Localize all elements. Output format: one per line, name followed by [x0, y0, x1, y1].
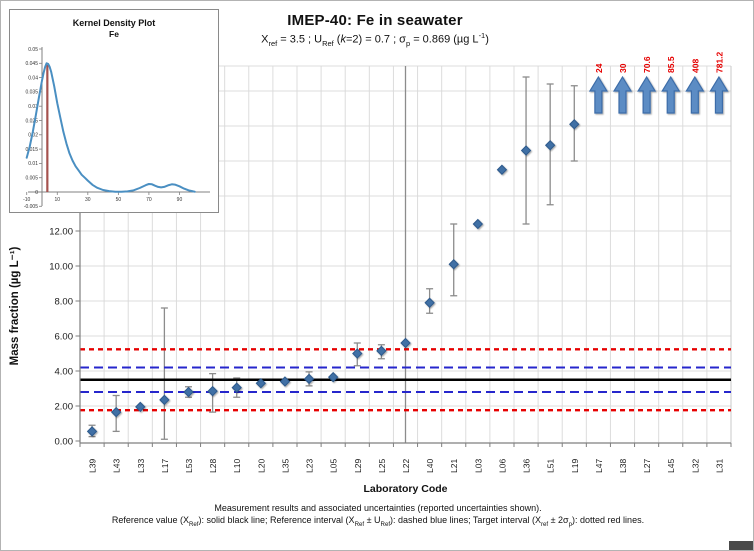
inset-x-tick-label: 70 [146, 197, 152, 203]
text-part: ): solid black line; Reference interval (X [198, 515, 355, 525]
offscale-label-L27: 70.6 [642, 56, 653, 73]
y-tick-label: 4.00 [54, 366, 73, 378]
inset-y-tick-label: 0 [35, 189, 38, 196]
inset-x-tick-label: 50 [115, 197, 122, 203]
text-part: ): dashed blue lines; Target interval (X [390, 515, 541, 525]
data-point-L21 [449, 260, 458, 269]
text-part: ± U [364, 515, 381, 525]
x-tick-label: L03 [473, 458, 484, 473]
axis-labels [9, 227, 724, 496]
offscale-label-L47: 24 [593, 63, 604, 73]
inset-y-tick-label: 0.01 [28, 161, 38, 168]
offscale-arrow-L31 [710, 77, 727, 113]
data-point-L25 [377, 346, 386, 355]
data-point-L40 [425, 298, 434, 307]
text-part: ref [268, 38, 278, 48]
inset-x-tick-label: 10 [54, 197, 61, 203]
x-tick-label: L33 [135, 458, 146, 473]
inset-title: Kernel Density Plot [72, 18, 156, 28]
data-point-L51 [546, 141, 555, 150]
inset-y-tick-label: -0.005 [23, 204, 38, 211]
data-point-L03 [473, 220, 482, 229]
text-part: ) [485, 33, 489, 46]
data-point-L19 [570, 120, 579, 129]
text-part: -1 [478, 31, 486, 40]
x-tick-label: L22 [401, 458, 411, 473]
text-part: =2) = 0.7 ; σ [345, 33, 406, 46]
text-part: ref [540, 520, 549, 528]
y-tick-label: 10.00 [49, 261, 73, 273]
data-point-L35 [280, 377, 289, 386]
data-point-L39 [88, 427, 97, 436]
inset-x-tick-label: 30 [85, 197, 91, 203]
text-part: ( [333, 33, 341, 46]
inset-y-tick-label: 0.05 [28, 46, 38, 53]
text-part: = 3.5 ; U [277, 33, 323, 46]
y-tick-label: 0.00 [54, 436, 73, 448]
x-tick-label: L23 [304, 458, 315, 473]
inset-y-tick-label: 0.025 [25, 118, 38, 125]
text-part: Ref [188, 520, 199, 528]
inset-y-tick-label: 0.03 [28, 104, 38, 110]
y-tick-label: 6.00 [54, 331, 73, 343]
kernel-density-chart [10, 10, 220, 214]
x-tick-label: L39 [87, 458, 98, 473]
x-tick-label: L25 [376, 458, 387, 473]
data-point-L06 [497, 165, 506, 174]
data-point-L10 [232, 383, 241, 392]
inset-y-tick-label: 0.02 [28, 132, 38, 139]
x-tick-label: L53 [184, 458, 194, 473]
text-part: Ref [322, 38, 334, 48]
x-tick-label: L47 [593, 458, 604, 473]
kernel-density-inset [9, 9, 219, 213]
x-tick-label: L35 [280, 458, 291, 473]
x-tick-label: L10 [232, 458, 243, 473]
x-axis-title: Laboratory Code [363, 483, 448, 495]
text-part: Ref [380, 520, 391, 528]
x-tick-label: L38 [618, 458, 628, 473]
data-point-L53 [184, 388, 193, 397]
inset-y-tick-label: 0.04 [28, 75, 38, 82]
text-part: = 0.869 (µg L [410, 33, 479, 46]
x-tick-label: L51 [545, 458, 556, 473]
data-point-L28 [208, 387, 217, 396]
inset-y-tick-label: 0.015 [25, 146, 38, 153]
offscale-arrow-L45 [662, 77, 679, 113]
x-tick-label: L21 [449, 458, 460, 473]
inset-y-tick-label: 0.035 [25, 89, 38, 96]
kde-curve [27, 63, 195, 191]
text-part: ± 2σ [548, 515, 569, 525]
screen-corner-artifact [729, 541, 753, 550]
offscale-label-L32: 408 [690, 58, 701, 73]
offscale-label-L45: 85.5 [666, 56, 677, 73]
text-part: k [340, 33, 346, 46]
x-tick-label: L27 [642, 458, 653, 473]
x-tick-label: L28 [208, 458, 219, 473]
data-point-L17 [160, 395, 169, 404]
x-tick-label: L32 [690, 458, 701, 473]
x-tick-label: L20 [256, 458, 267, 473]
inset-y-tick-label: 0.005 [25, 175, 38, 182]
y-tick-label: 12.00 [49, 226, 73, 238]
x-tick-label: L43 [111, 458, 122, 473]
x-tick-label: L29 [352, 458, 363, 473]
text-part: Ref [354, 520, 365, 528]
inset-x-tick-label: 90 [176, 197, 183, 203]
text-part: Reference value (X [111, 515, 189, 525]
offscale-arrow-L47 [590, 77, 607, 113]
inset-x-tick-label: -10 [23, 197, 31, 203]
data-point-L22 [401, 339, 410, 348]
offscale-arrow-L38 [614, 77, 631, 113]
offscale-label-L31: 781.2 [714, 51, 725, 73]
x-tick-label: L36 [521, 458, 532, 473]
x-tick-label: L19 [569, 458, 580, 473]
y-tick-label: 8.00 [54, 296, 73, 308]
data-point-L36 [522, 146, 531, 155]
inset-y-tick-label: 0.045 [25, 61, 38, 68]
chart-title: IMEP-40: Fe in seawater [287, 12, 463, 29]
x-tick-label: L45 [666, 458, 677, 473]
offscale-arrow-L27 [638, 77, 655, 113]
caption-line2 [1, 514, 754, 531]
text-part: p [568, 520, 573, 528]
data-point-L23 [305, 374, 314, 383]
inset-titles [10, 18, 218, 39]
x-tick-label: L40 [425, 458, 436, 473]
figure-caption [1, 502, 754, 531]
text-part: ): dotted red lines. [572, 515, 645, 525]
offscale-arrow-L32 [686, 77, 703, 113]
text-part: X [261, 33, 269, 46]
x-tick-label: L05 [328, 458, 339, 473]
caption-line1: Measurement results and associated uncertainties (reported uncertainties shown). [214, 503, 542, 513]
y-tick-label: 2.00 [54, 401, 73, 413]
data-point-L43 [112, 408, 121, 417]
x-tick-label: L17 [159, 458, 170, 473]
offscale-label-L38: 30 [618, 63, 628, 73]
inset-subtitle: Fe [109, 29, 119, 39]
x-tick-label: L31 [714, 458, 725, 473]
x-tick-label: L06 [497, 458, 508, 473]
text-part: p [405, 38, 411, 48]
y-axis-title: Mass fraction (µg L⁻¹) [9, 246, 21, 366]
